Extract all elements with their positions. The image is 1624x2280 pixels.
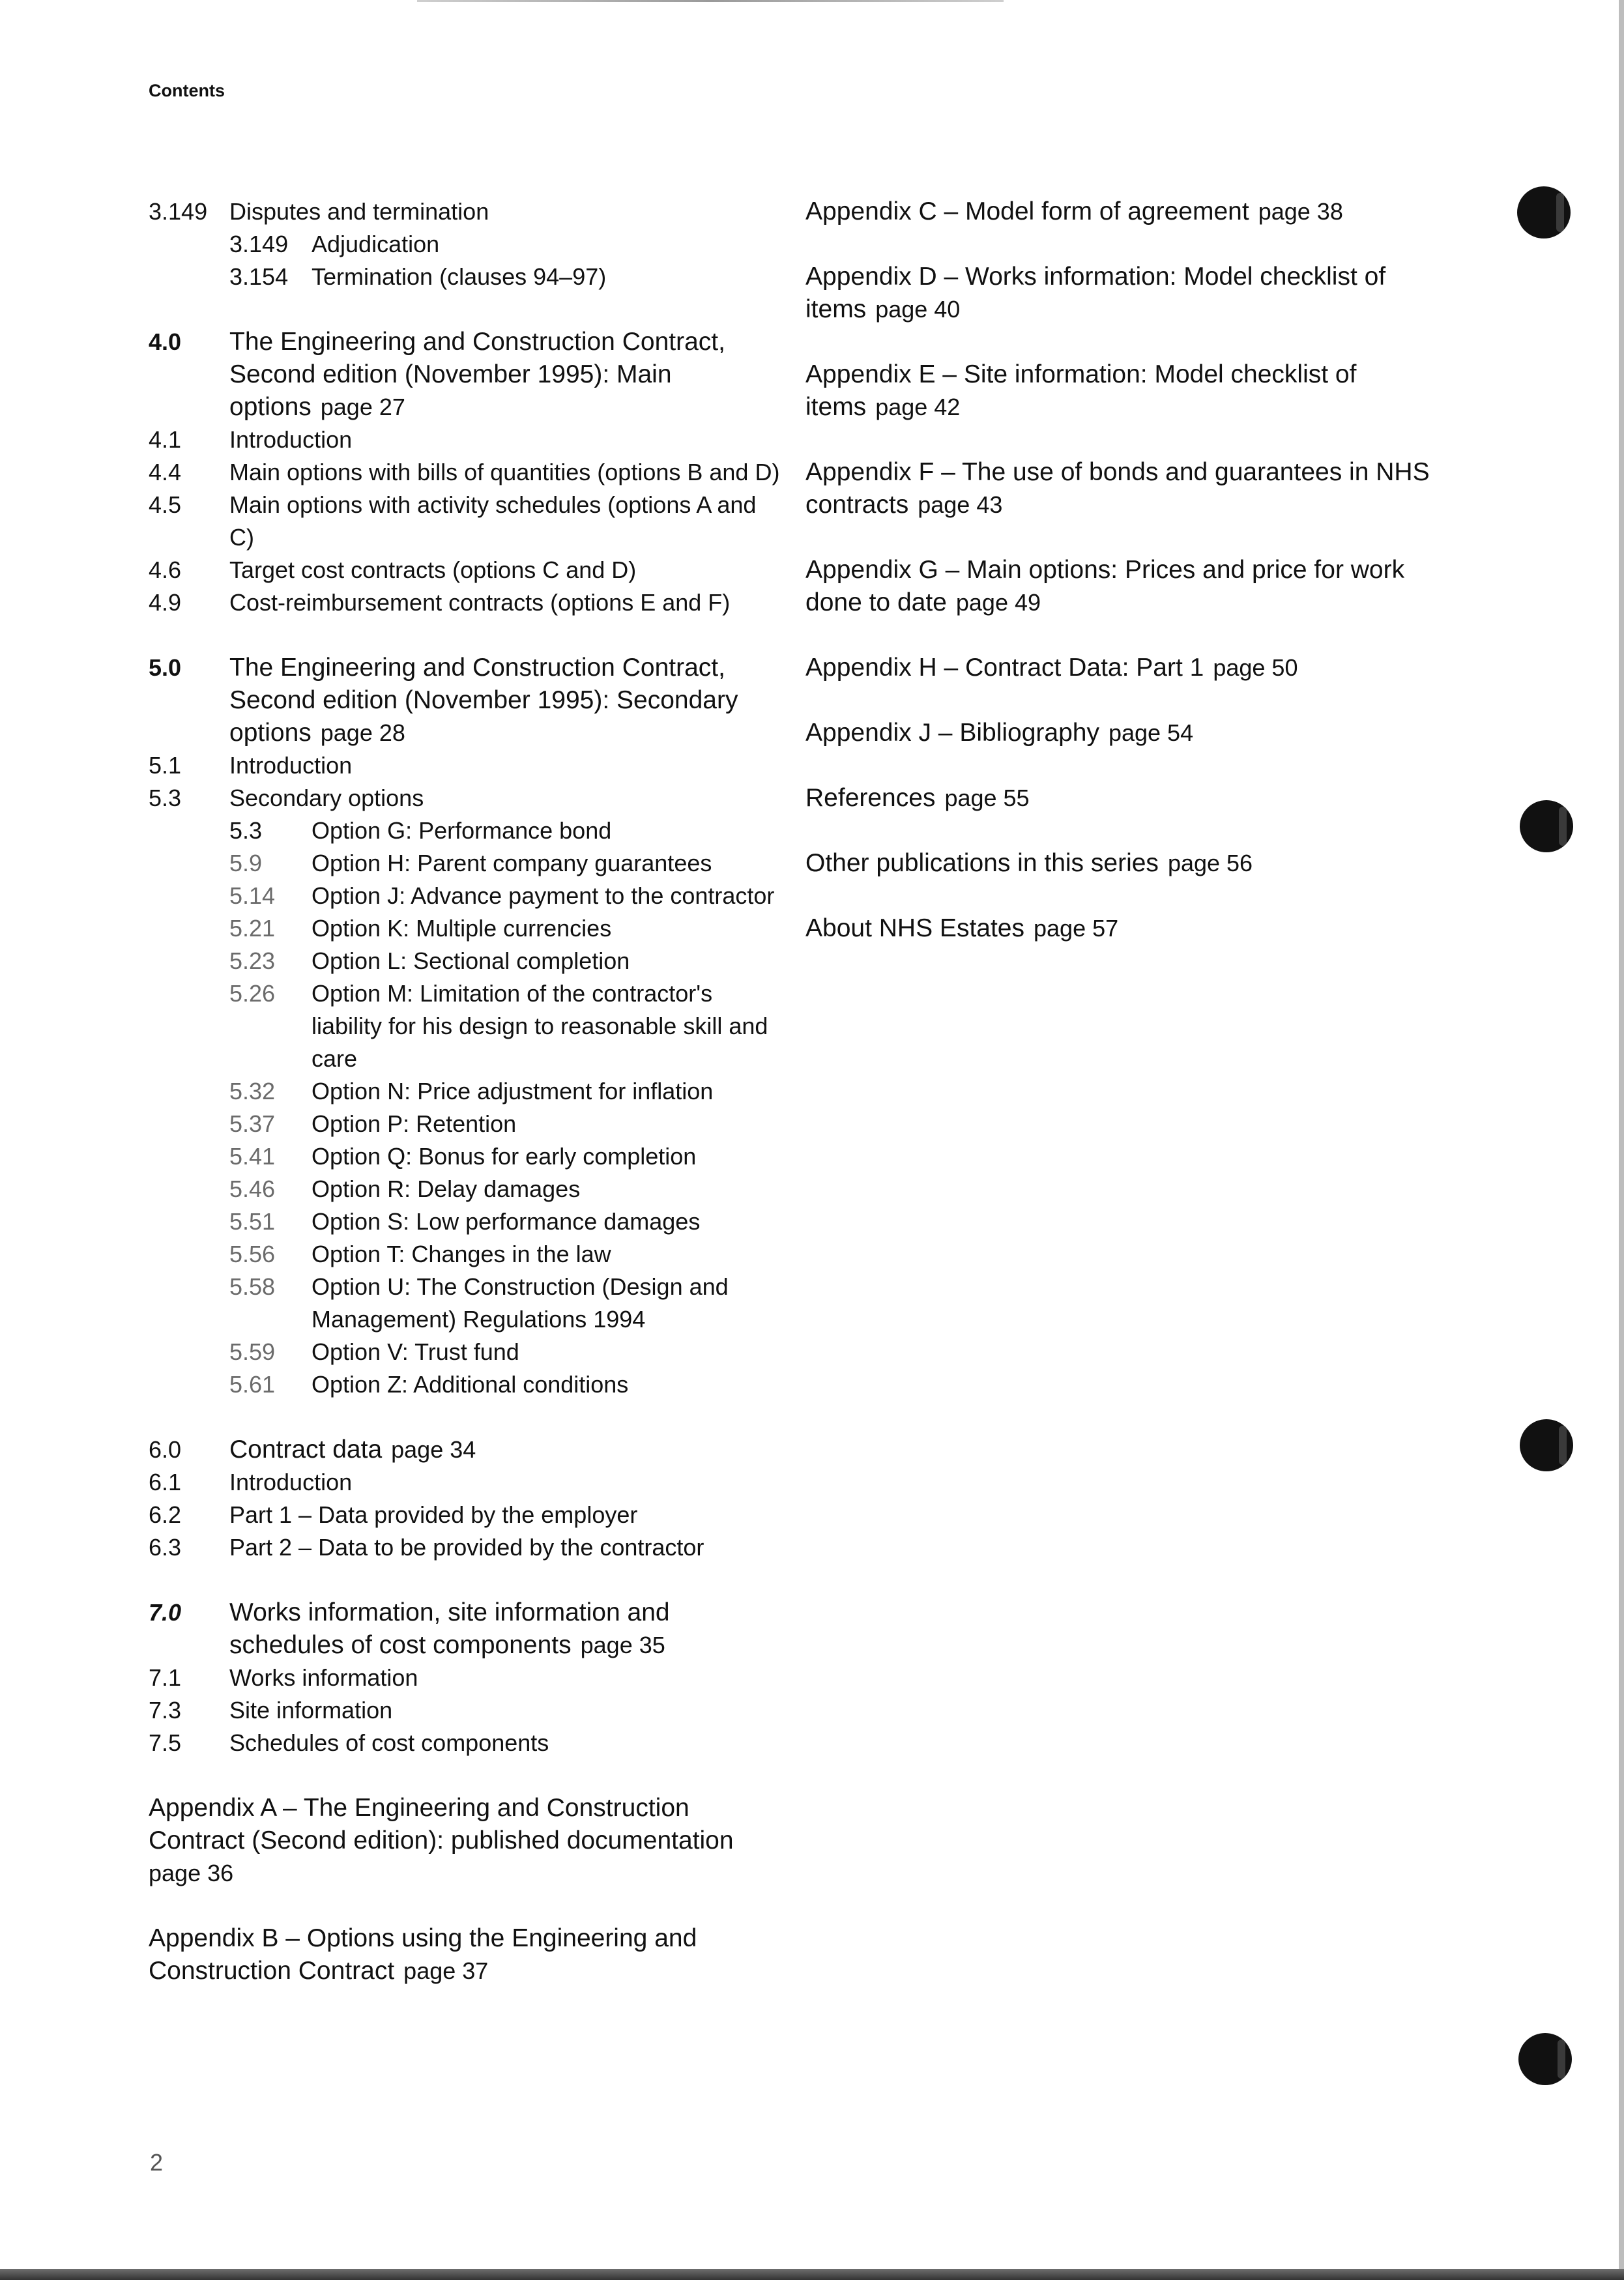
toc-other-publications [805,847,1457,880]
page-reference: page 57 [1034,915,1119,942]
appendix-title: Appendix E – Site information: Model checklist of items [805,360,1357,421]
toc-appendix-b [149,1922,787,1987]
toc-entry [149,1727,787,1759]
entry-text: Option Z: Additional conditions [312,1371,629,1398]
appendix-title: Appendix A – The Engineering and Construction Contract (Second edition): published documentation [149,1794,734,1854]
entry-text: Option G: Performance bond [312,817,612,844]
toc-subentry [149,977,787,1075]
entry-number: 3.149 [229,231,289,257]
toc-entry [149,782,787,815]
entry-text: Termination (clauses 94–97) [312,263,607,290]
chapter-number: 6.0 [149,1436,182,1463]
entry-text: Introduction [229,752,353,779]
page-reference: page 38 [1258,198,1343,225]
entry-number: 4.4 [149,459,182,485]
toc-section-7 [149,1596,787,1759]
entry-number: 5.59 [229,1338,276,1365]
entry-text: Disputes and termination [229,198,489,225]
entry-number: 5.23 [229,947,276,974]
page-reference: page 36 [149,1860,234,1886]
entry-text: Option S: Low performance damages [312,1208,701,1235]
entry-number: 5.58 [229,1273,276,1300]
entry-number: 3.154 [229,263,289,290]
entry-number: 5.46 [229,1176,276,1202]
scan-bottom-edge [0,2269,1624,2280]
entry-number: 5.14 [229,882,276,909]
entry-number: 3.149 [149,198,208,225]
toc-chapter-heading [149,652,787,749]
entry-number: 6.1 [149,1469,182,1495]
entry-title: Other publications in this series [805,849,1159,877]
entry-number: 5.3 [149,785,182,811]
entry-title: About NHS Estates [805,914,1024,942]
toc-appendix-h [805,652,1457,684]
punch-hole [1520,800,1573,852]
toc-appendix-c [805,195,1457,228]
toc-subentry [149,815,787,847]
appendix-title: Appendix D – Works information: Model checklist of items [805,263,1386,323]
entry-number: 5.21 [229,915,276,942]
appendix-title: Appendix F – The use of bonds and guarantees in NHS contracts [805,458,1430,519]
page-reference: page 43 [918,491,1003,518]
chapter-title-text: Works information, site information and schedules of cost components [229,1598,670,1659]
toc-entry [149,456,787,489]
toc-subentry [149,1173,787,1205]
entry-number: 6.3 [149,1534,182,1561]
entry-text: Part 1 – Data provided by the employer [229,1501,638,1528]
entry-text: Option K: Multiple currencies [312,915,612,942]
entry-number: 5.32 [229,1078,276,1104]
toc-right-column [805,195,1457,977]
chapter-number: 7.0 [149,1599,182,1626]
entry-text: Main options with bills of quantities (options B and D) [229,459,780,485]
toc-subentry [149,847,787,880]
toc-subentry [149,912,787,945]
entry-number: 6.2 [149,1501,182,1528]
toc-subentry [149,1108,787,1140]
entry-text: Option H: Parent company guarantees [312,850,712,876]
toc-entry [149,1662,787,1694]
toc-entry [149,424,787,456]
page-number: 2 [150,2149,164,2176]
entry-number: 5.37 [229,1110,276,1137]
toc-subentry [149,1140,787,1173]
entry-number: 4.5 [149,491,182,518]
toc-entry [149,554,787,586]
chapter-number: 5.0 [149,654,182,681]
appendix-title: Appendix G – Main options: Prices and price for work done to date [805,556,1405,616]
entry-text: Option Q: Bonus for early completion [312,1143,697,1170]
entry-text: Main options with activity schedules (options A and C) [229,491,757,551]
toc-references [805,782,1457,815]
entry-text: Introduction [229,426,353,453]
page-reference: page 34 [391,1436,476,1463]
toc-appendix-a [149,1792,787,1890]
page-header: Contents [149,81,225,100]
entry-text: Adjudication [312,231,440,257]
entry-text: Option J: Advance payment to the contractor [312,882,775,909]
toc-subentry [149,1271,787,1336]
scan-top-edge [417,0,1004,2]
entry-number: 7.3 [149,1697,182,1724]
toc-subentry [149,1368,787,1401]
scan-right-edge [1619,0,1624,2280]
entry-text: Schedules of cost components [229,1729,549,1756]
toc-subentry [149,945,787,977]
entry-text: Option P: Retention [312,1110,517,1137]
entry-text: Site information [229,1697,393,1724]
entry-text: Option L: Sectional completion [312,947,630,974]
appendix-title: Appendix B – Options using the Engineering and Construction Contract [149,1924,697,1985]
toc-section-3 [149,195,787,293]
entry-text: Secondary options [229,785,424,811]
toc-left-column [149,195,787,2020]
toc-section-5 [149,652,787,1401]
entry-text: Works information [229,1664,418,1691]
entry-text: Cost-reimbursement contracts (options E and F) [229,589,731,616]
entry-text: Target cost contracts (options C and D) [229,556,637,583]
entry-number: 5.1 [149,752,182,779]
entry-number: 5.61 [229,1371,276,1398]
toc-section-6 [149,1434,787,1564]
page-reference: page 49 [955,589,1041,616]
page-reference: page 40 [875,296,961,323]
toc-appendix-d [805,261,1457,326]
toc-chapter-heading [149,1596,787,1662]
toc-entry [149,749,787,782]
entry-number: 5.51 [229,1208,276,1235]
toc-appendix-e [805,358,1457,424]
toc-subentry [149,261,787,293]
entry-number: 7.5 [149,1729,182,1756]
toc-appendix-j [805,717,1457,749]
page-reference: page 37 [403,1957,489,1984]
chapter-number: 4.0 [149,328,182,355]
toc-entry [149,1531,787,1564]
page-reference: page 56 [1167,850,1253,876]
toc-entry [149,489,787,554]
punch-hole [1520,1419,1573,1471]
toc-subentry [149,1075,787,1108]
toc-about-nhs-estates [805,912,1457,945]
chapter-title [229,326,787,424]
entry-text: Part 2 – Data to be provided by the contractor [229,1534,704,1561]
entry-number: 5.56 [229,1241,276,1267]
entry-text: Option R: Delay damages [312,1176,581,1202]
entry-number: 4.9 [149,589,182,616]
page-reference: page 54 [1108,719,1194,746]
entry-text: Option T: Changes in the law [312,1241,611,1267]
toc-entry [149,586,787,619]
page-reference: page 50 [1213,654,1298,681]
page-reference: page 27 [320,394,405,420]
toc-subentry [149,1205,787,1238]
toc-entry [149,1466,787,1499]
entry-text: Introduction [229,1469,353,1495]
chapter-title-text: The Engineering and Construction Contract, Second edition (November 1995): Main options [229,328,725,421]
toc-appendix-g [805,554,1457,619]
toc-subentry [149,1336,787,1368]
toc-section-4 [149,326,787,619]
entry-text: Option V: Trust fund [312,1338,519,1365]
entry-number: 4.6 [149,556,182,583]
toc-entry [149,1694,787,1727]
entry-number: 5.9 [229,850,263,876]
entry-number: 7.1 [149,1664,182,1691]
entry-number: 5.26 [229,980,276,1007]
entry-text: Option M: Limitation of the contractor's liability for his design to reasonable skill and care [312,980,768,1072]
toc-chapter-heading [149,326,787,424]
chapter-title-text: Contract data [229,1436,383,1464]
entry-number: 5.3 [229,817,263,844]
entry-number: 4.1 [149,426,182,453]
page-reference: page 35 [580,1632,665,1658]
entry-number: 5.41 [229,1143,276,1170]
entry-text: Option N: Price adjustment for inflation [312,1078,714,1104]
toc-subentry [149,228,787,261]
chapter-title [229,652,787,749]
entry-title: References [805,784,936,812]
toc-entry [149,195,787,228]
punch-hole [1517,186,1571,238]
appendix-title: Appendix H – Contract Data: Part 1 [805,654,1204,682]
toc-subentry [149,880,787,912]
toc-entry [149,1499,787,1531]
toc-chapter-heading [149,1434,787,1466]
chapter-title [229,1434,787,1466]
toc-appendix-f [805,456,1457,521]
toc-subentry [149,1238,787,1271]
entry-text: Option U: The Construction (Design and Management) Regulations 1994 [312,1273,729,1333]
page-reference: page 55 [944,785,1030,811]
punch-hole [1518,2033,1572,2085]
appendix-title: Appendix J – Bibliography [805,719,1099,747]
chapter-title [229,1596,787,1662]
page-reference: page 28 [320,719,405,746]
chapter-title-text: The Engineering and Construction Contract, Second edition (November 1995): Secondary options [229,654,738,747]
page-reference: page 42 [875,394,961,420]
appendix-title: Appendix C – Model form of agreement [805,197,1249,225]
